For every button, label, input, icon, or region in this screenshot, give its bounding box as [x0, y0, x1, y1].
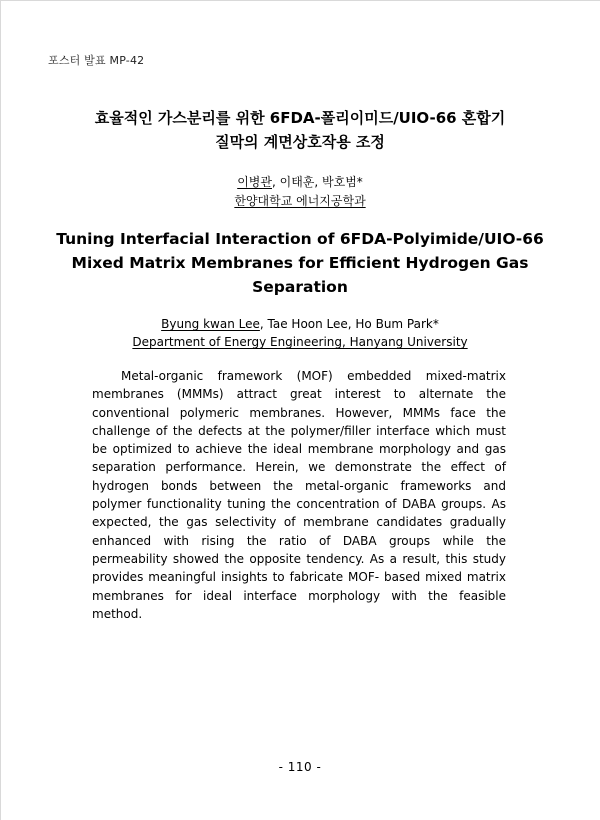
session-label: 포스터 발표 MP-42	[48, 54, 145, 67]
english-affiliation	[0, 333, 600, 351]
english-coauthors: , Tae Hoon Lee, Ho Bum Park*	[259, 317, 439, 331]
korean-affiliation-text: 한양대학교 에너지공학과	[234, 194, 366, 208]
english-authors	[0, 315, 600, 333]
korean-affiliation	[0, 192, 600, 210]
korean-title-line-1: 효율적인 가스분리를 위한 6FDA-폴리이미드/UIO-66 혼합기	[94, 109, 506, 127]
english-affiliation-text: Department of Energy Engineering, Hanyang University	[132, 335, 468, 349]
korean-coauthors: , 이태훈, 박호범*	[271, 175, 363, 189]
english-title-line-3: Separation	[252, 278, 348, 296]
english-title-line-1: Tuning Interfacial Interaction of 6FDA-Polyimide/UIO-66	[56, 230, 544, 248]
page-border-top	[0, 0, 600, 1]
english-presenting-author: Byung kwan Lee	[161, 317, 260, 331]
korean-authors	[0, 173, 600, 191]
korean-presenting-author: 이병관	[237, 175, 272, 189]
abstract-paragraph: Metal-organic framework (MOF) embedded mixed-matrix membranes (MMMs) attract great interest to alternate the conventional polymeric membranes. However, MMMs face the challenge of the defects at the polymer/filler interface which must be optimized to achieve the ideal membrane morphology and gas separation performance. Herein, we demonstrate the effect of hydrogen bonds between the metal-organic frameworks and polymer functionality tuning the concentration of DABA groups. As expected, the gas selectivity of membrane candidates gradually enhanced with rising the ratio of DABA groups while the permeability showed the opposite tendency. As a result, this study provides meaningful insights to fabricate MOF- based mixed matrix membranes for ideal interface morphology with the feasible method.	[92, 369, 506, 621]
page-number: - 110 -	[278, 760, 322, 774]
english-title-line-2: Mixed Matrix Membranes for Efficient Hydrogen Gas	[71, 254, 529, 272]
korean-title-line-2: 질막의 계면상호작용 조정	[215, 133, 385, 151]
